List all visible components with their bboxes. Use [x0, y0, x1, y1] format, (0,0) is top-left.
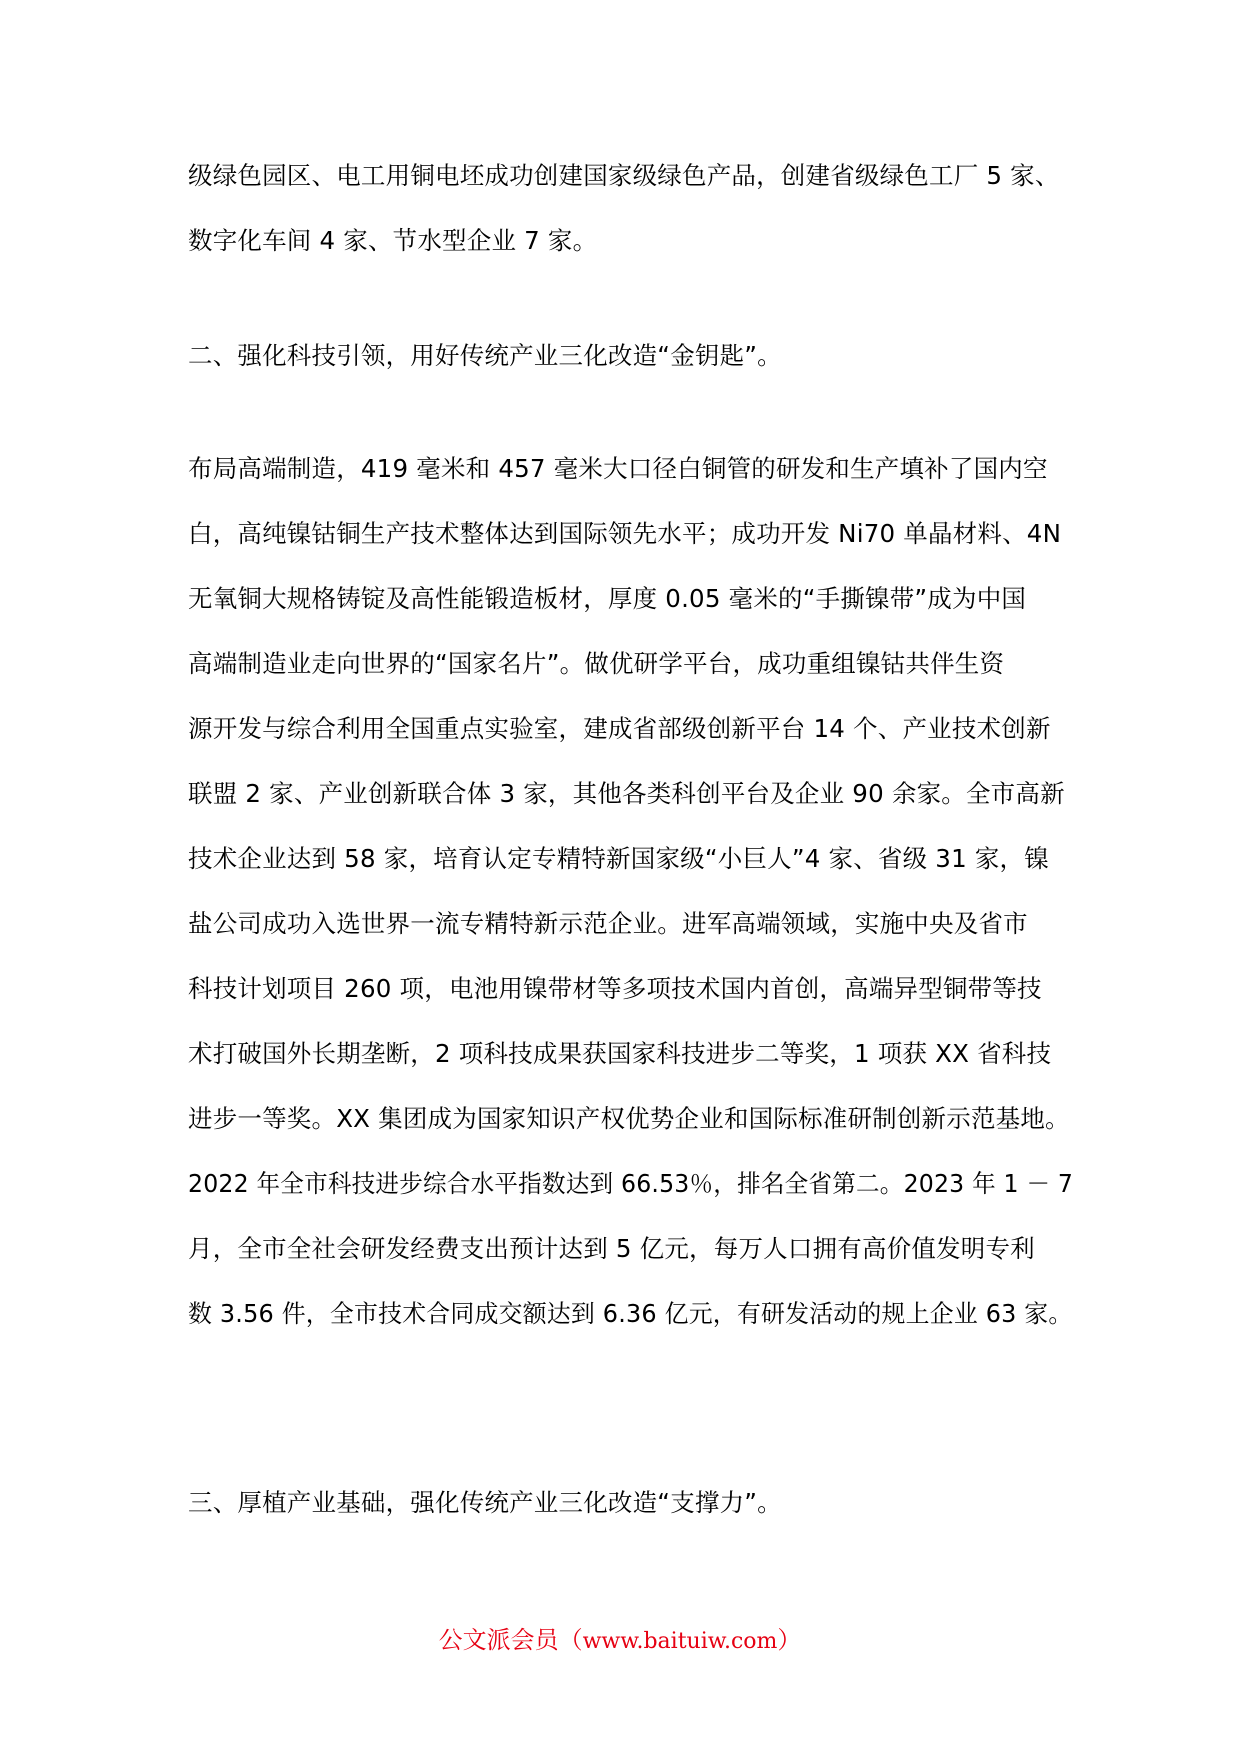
text-line: 布局高端制造，419 毫米和 457 毫米大口径白铜管的研发和生产填补了国内空: [188, 454, 1048, 483]
footer-brand: 公文派会员（: [438, 1626, 583, 1654]
section-heading-2: [188, 323, 1073, 388]
text-line: 2022 年全市科技进步综合水平指数达到 66.53％，排名全省第二。2023 年 1 － 7: [188, 1169, 1074, 1198]
text-line: 术打破国外长期垄断，2 项科技成果获国家科技进步二等奖，1 项获 XX 省科技: [188, 1039, 1052, 1068]
text-line: 级绿色园区、电工用铜电坯成功创建国家级绿色产品，创建省级绿色工厂 5 家、: [188, 161, 1060, 190]
text-line: 科技计划项目 260 项，电池用镍带材等多项技术国内首创，高端异型铜带等技: [188, 974, 1042, 1003]
footer-watermark: [0, 1620, 1240, 1662]
text-line: 无氧铜大规格铸锭及高性能锻造板材，厚度 0.05 毫米的“手撕镍带”成为中国: [188, 584, 1027, 613]
text-line: 白，高纯镍钴铜生产技术整体达到国际领先水平；成功开发 Ni70 单晶材料、4N: [188, 519, 1062, 548]
text-line: 月，全市全社会研发经费支出预计达到 5 亿元，每万人口拥有高价值发明专利: [188, 1234, 1035, 1263]
footer-bracket: ）: [777, 1626, 802, 1654]
paragraph-tech-innovation: [188, 436, 1073, 1346]
text-line: 高端制造业走向世界的“国家名片”。做优研学平台，成功重组镍钴共伴生资: [188, 649, 1005, 678]
heading-text: 三、厚植产业基础，强化传统产业三化改造“支撑力”。: [188, 1488, 782, 1517]
section-heading-3: [188, 1470, 1073, 1535]
paragraph-green-manufacturing: [188, 143, 1073, 273]
text-line: 数 3.56 件，全市技术合同成交额达到 6.36 亿元，有研发活动的规上企业 63 家。: [188, 1299, 1073, 1328]
text-line: 联盟 2 家、产业创新联合体 3 家，其他各类科创平台及企业 90 余家。全市高新: [188, 779, 1065, 808]
text-line: 数字化车间 4 家、节水型企业 7 家。: [188, 226, 598, 255]
text-line: 盐公司成功入选世界一流专精特新示范企业。进军高端领域，实施中央及省市: [188, 909, 1028, 938]
text-line: 技术企业达到 58 家，培育认定专精特新国家级“小巨人”4 家、省级 31 家，镍: [188, 844, 1049, 873]
heading-text: 二、强化科技引领，用好传统产业三化改造“金钥匙”。: [188, 341, 782, 370]
footer-url[interactable]: www.baituiw.com: [582, 1629, 778, 1654]
text-line: 源开发与综合利用全国重点实验室，建成省部级创新平台 14 个、产业技术创新: [188, 714, 1051, 743]
text-line: 进步一等奖。XX 集团成为国家知识产权优势企业和国际标准研制创新示范基地。: [188, 1104, 1070, 1133]
